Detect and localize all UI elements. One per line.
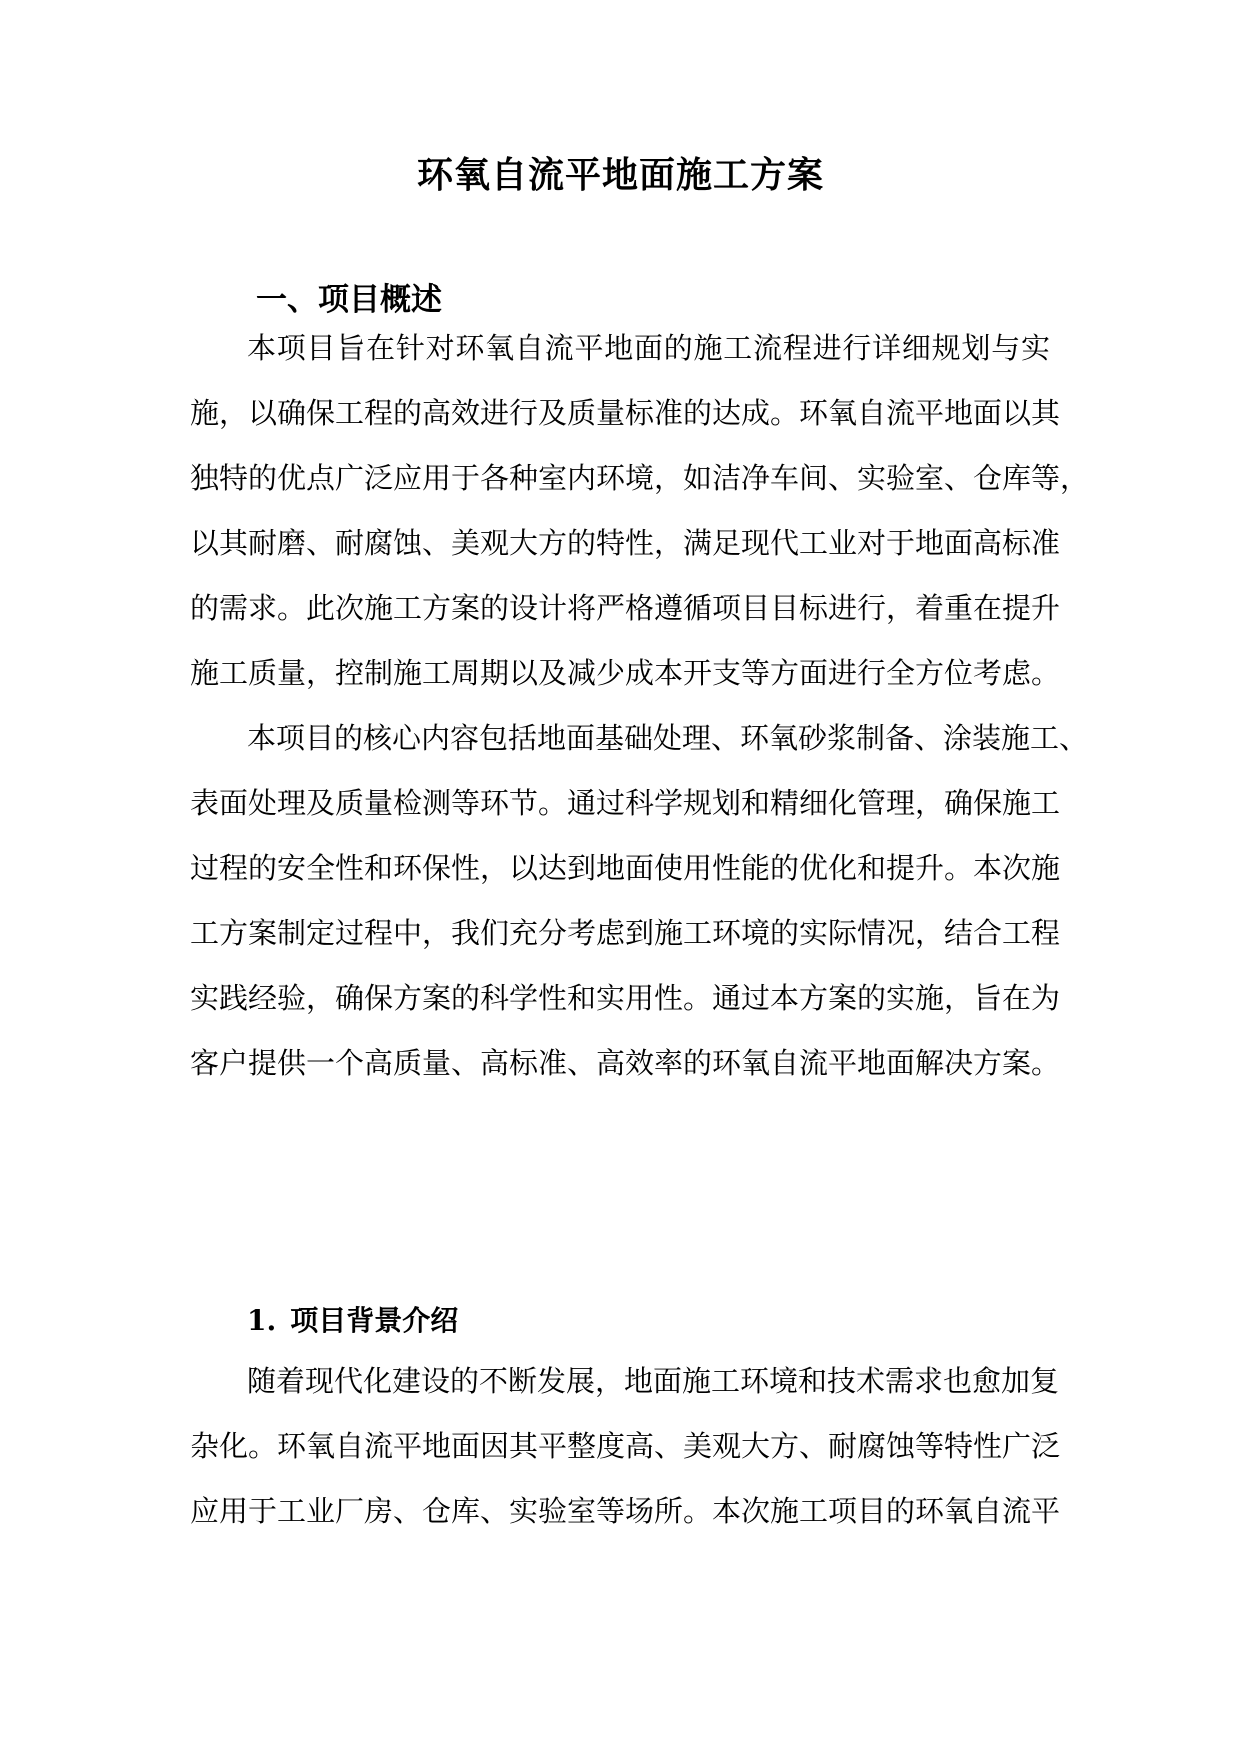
- paragraph-line: 本项目旨在针对环氧自流平地面的施工流程进行详细规划与实: [247, 331, 1050, 365]
- paragraph-line: 工方案制定过程中，我们充分考虑到施工环境的实际情况，结合工程: [190, 916, 1061, 950]
- subsection-number: 1.: [247, 1304, 277, 1337]
- paragraph-line: 客户提供一个高质量、高标准、高效率的环氧自流平地面解决方案。: [190, 1046, 1061, 1080]
- subsection-heading-background: [247, 1301, 458, 1341]
- paragraph-line: 应用于工业厂房、仓库、实验室等场所。本次施工项目的环氧自流平: [190, 1494, 1061, 1528]
- paragraph-line: 施，以确保工程的高效进行及质量标准的达成。环氧自流平地面以其: [190, 396, 1061, 430]
- paragraph-line: 本项目的核心内容包括地面基础处理、环氧砂浆制备、涂装施工、: [247, 721, 1089, 755]
- subsection-title: 项目背景介绍: [290, 1304, 459, 1337]
- paragraph-line: 的需求。此次施工方案的设计将严格遵循项目目标进行，着重在提升: [190, 591, 1061, 625]
- paragraph-line: 独特的优点广泛应用于各种室内环境，如洁净车间、实验室、仓库等，: [190, 461, 1090, 495]
- paragraph-line: 过程的安全性和环保性，以达到地面使用性能的优化和提升。本次施: [190, 851, 1061, 885]
- paragraph-line: 杂化。环氧自流平地面因其平整度高、美观大方、耐腐蚀等特性广泛: [190, 1429, 1061, 1463]
- paragraph-line: 施工质量，控制施工周期以及减少成本开支等方面进行全方位考虑。: [190, 656, 1061, 690]
- paragraph-line: 以其耐磨、耐腐蚀、美观大方的特性，满足现代工业对于地面高标准: [190, 526, 1061, 560]
- paragraph-line: 表面处理及质量检测等环节。通过科学规划和精细化管理，确保施工: [190, 786, 1061, 820]
- paragraph-line: 随着现代化建设的不断发展，地面施工环境和技术需求也愈加复: [247, 1364, 1060, 1398]
- section-heading-project-overview: 一、项目概述: [256, 282, 442, 318]
- document-title: 环氧自流平地面施工方案: [416, 154, 824, 196]
- paragraph-line: 实践经验，确保方案的科学性和实用性。通过本方案的实施，旨在为: [190, 981, 1061, 1015]
